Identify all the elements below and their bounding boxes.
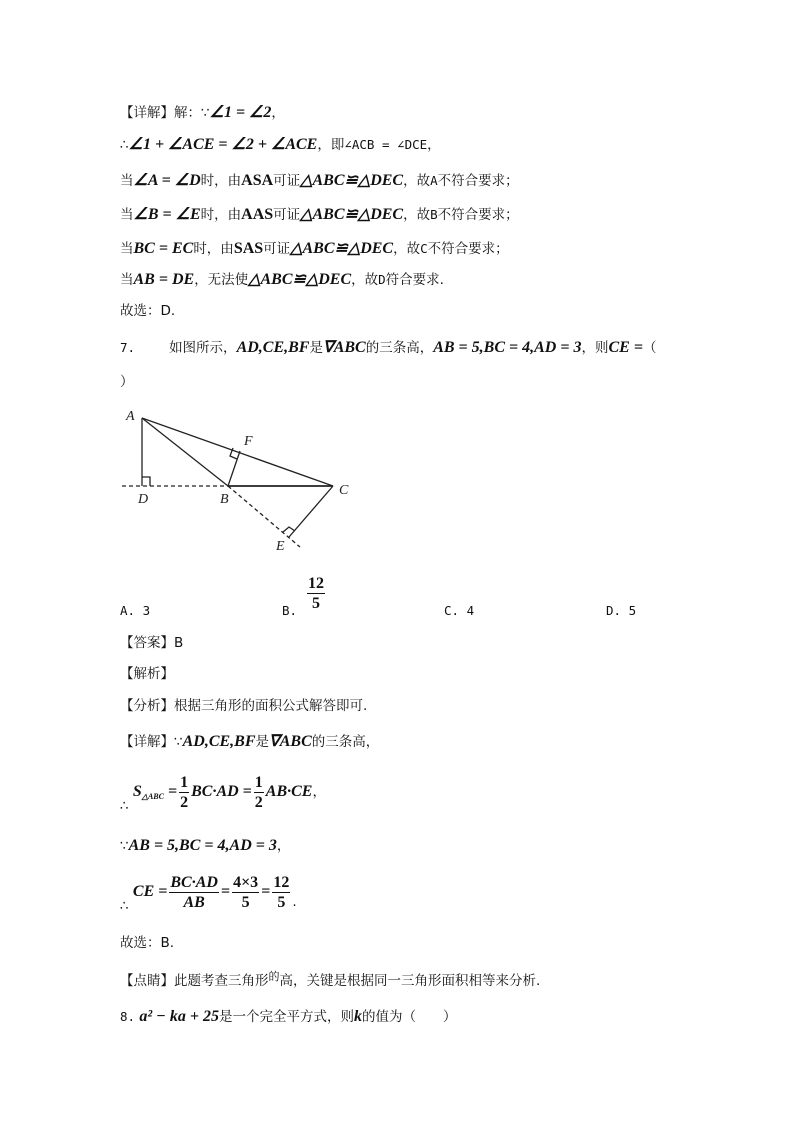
text: ， [312, 784, 326, 800]
text: 可证 [263, 241, 291, 257]
option-b-fraction [307, 574, 325, 613]
label-a: A [126, 409, 135, 424]
text: 高，关键是根据同一三角形面积相等来分析. [279, 973, 541, 989]
segment-ab [142, 418, 228, 486]
fraction-half [179, 773, 189, 812]
segment-ac [142, 418, 333, 486]
text: 【答案】B [120, 635, 184, 651]
numerator: 1 [180, 773, 189, 791]
math: AB = 5,BC = 4,AD = 3 [433, 339, 582, 356]
q7-analysis-title [120, 664, 174, 684]
q8-stem [120, 1007, 456, 1027]
numerator: 12 [308, 575, 324, 592]
text: 当 [120, 241, 134, 257]
q7-ce-equation [120, 872, 297, 926]
text: 时，由 [193, 241, 234, 257]
text: ， [271, 105, 285, 121]
label-c: C [339, 483, 349, 498]
text: ， [427, 137, 441, 153]
because-symbol: ∵ [120, 838, 129, 854]
text: ，即 [317, 137, 345, 153]
math: SAS [233, 240, 264, 257]
option-c[interactable] [444, 601, 474, 621]
text: ，无法使 [194, 272, 249, 288]
math: AB = DE [133, 271, 195, 288]
text: 的值为（ ） [361, 1009, 457, 1025]
right-angle-d [142, 477, 150, 486]
q7-comment [120, 967, 540, 991]
math: AB·CE [265, 783, 313, 800]
q7-choose [120, 933, 174, 953]
q7-equation-area [120, 772, 326, 826]
text: 不符合要求； [437, 207, 519, 223]
text: D [378, 272, 386, 287]
text: 是一个完全平方式，则 [218, 1009, 354, 1025]
label: 【详解】解：∵ [120, 105, 210, 121]
numerator: 4×3 [233, 873, 259, 891]
text: 的三条高， [311, 734, 380, 750]
text: 的三条高， [365, 340, 434, 356]
math: △ABC≌△DEC [248, 271, 352, 288]
text: 当 [120, 207, 134, 223]
q7-given [120, 836, 290, 856]
math: △ABC≌△DEC [300, 172, 404, 189]
q7-analysis [120, 696, 367, 716]
numerator: 1 [254, 773, 263, 791]
area-symbol: S [132, 783, 142, 800]
math: ∠A = ∠D [133, 172, 201, 189]
question-number: 7. [120, 340, 136, 355]
text: 【详解】∵ [120, 734, 183, 750]
text: . [292, 894, 297, 910]
text: ） [120, 374, 134, 390]
option-label: D. [606, 603, 622, 618]
text: 故选：D. [120, 303, 176, 319]
segment-ce [289, 486, 333, 537]
text: ∠ACB = ∠DCE [344, 137, 428, 152]
fraction [232, 873, 259, 912]
subscript: △ABC [141, 792, 164, 801]
text: 符合要求. [385, 272, 444, 288]
label-f: F [244, 434, 253, 449]
label-b: B [220, 492, 229, 507]
math: AB = 5,BC = 4,AD = 3 [128, 837, 277, 854]
text: 【点睛】此题考查三角形 [120, 973, 269, 989]
label-d: D [138, 492, 149, 507]
text: 时，由 [200, 173, 242, 189]
math [133, 783, 177, 800]
text: （ [642, 340, 657, 356]
option-label: A. [120, 603, 136, 618]
text: B [430, 207, 438, 222]
text: 时，由 [200, 207, 242, 223]
denominator: 2 [254, 793, 263, 811]
math: ∠B = ∠E [133, 206, 201, 223]
text: C [420, 241, 428, 256]
equals: = [167, 783, 178, 800]
question-number: 8. [120, 1009, 136, 1024]
text: 不符合要求； [437, 173, 519, 189]
math: AD,CE,BF [182, 733, 256, 750]
text: ，故 [403, 207, 431, 223]
denominator: 5 [241, 893, 250, 911]
text: A [430, 173, 438, 188]
therefore-symbol: ∴ [120, 898, 129, 914]
text: ，则 [581, 340, 609, 356]
math: CE = [608, 339, 643, 356]
math: ASA [241, 172, 274, 189]
text: ， [276, 838, 291, 854]
dashed-line-be [228, 486, 300, 547]
numerator: 12 [273, 873, 290, 891]
text: 不符合要求； [427, 241, 509, 257]
math: AD,CE,BF [236, 339, 310, 356]
math: ∇ABC [322, 339, 366, 356]
math: AAS [241, 206, 274, 223]
text: 当 [120, 173, 134, 189]
text: 如图所示， [169, 340, 237, 356]
option-value: 4 [466, 603, 475, 618]
text: 是 [309, 340, 323, 356]
denominator: 5 [312, 595, 320, 612]
option-label: B. [282, 603, 298, 618]
therefore-symbol: ∴ [120, 137, 129, 153]
text: ，故 [403, 173, 431, 189]
text: 可证 [273, 173, 301, 189]
numerator: BC·AD [170, 873, 218, 891]
option-value: 5 [628, 603, 637, 618]
text: 的 [268, 970, 280, 983]
text: 【解析】 [120, 666, 174, 682]
math: ∠1 = ∠2 [209, 104, 272, 121]
option-d[interactable] [606, 601, 636, 621]
fraction-half [254, 773, 264, 812]
text: ，故 [351, 272, 379, 288]
option-value: 3 [142, 603, 151, 618]
option-a[interactable] [120, 601, 150, 621]
option-b[interactable] [282, 601, 297, 621]
fraction [272, 873, 290, 912]
denominator: AB [183, 893, 205, 911]
denominator: 5 [277, 893, 286, 911]
math: CE = [132, 883, 168, 900]
option-label: C. [444, 603, 460, 618]
text: 当 [120, 272, 134, 288]
math: △ABC≌△DEC [290, 240, 394, 257]
math: BC = EC [133, 240, 194, 257]
math: k [353, 1008, 362, 1025]
math: ∠1 + ∠ACE = ∠2 + ∠ACE [128, 136, 318, 153]
q7-answer [120, 633, 183, 653]
label-e: E [276, 539, 285, 554]
math: BC·AD = [191, 783, 252, 800]
fraction [169, 873, 219, 912]
q7-detail [120, 732, 379, 752]
math: △ABC≌△DEC [300, 206, 404, 223]
equals: = [261, 883, 271, 900]
math: a² − ka + 25 [139, 1008, 219, 1025]
denominator: 2 [180, 793, 189, 811]
text: 是 [255, 734, 270, 750]
text: 【分析】根据三角形的面积公式解答即可. [120, 698, 368, 714]
math: ∇ABC [269, 733, 312, 750]
text: 故选：B. [120, 935, 175, 951]
equals: = [220, 883, 231, 900]
text: ，故 [393, 241, 421, 257]
therefore-symbol: ∴ [120, 798, 129, 814]
text: 可证 [273, 207, 301, 223]
